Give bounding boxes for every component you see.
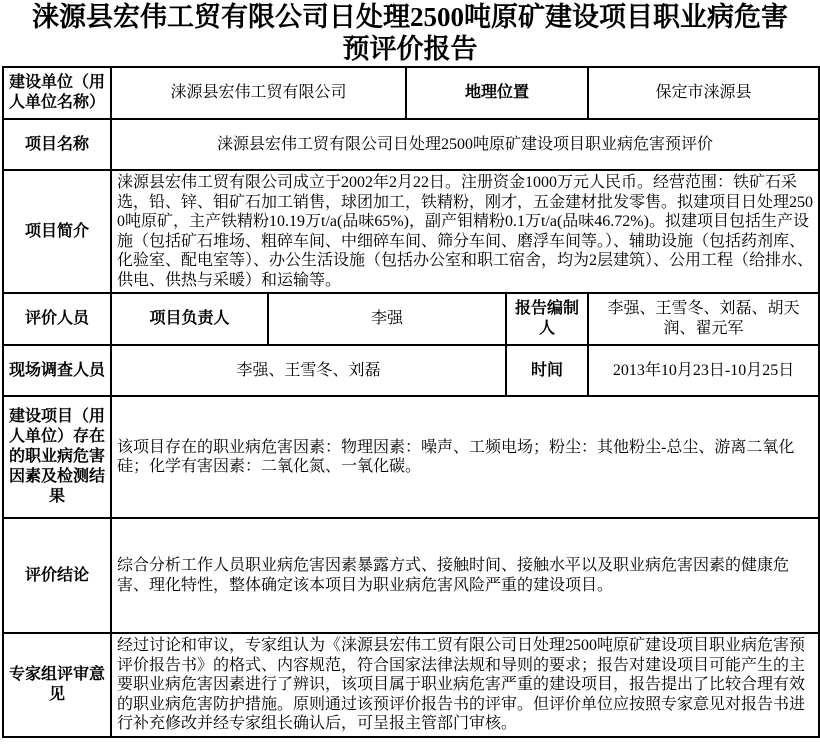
project-name-label: 项目名称 (3, 119, 111, 170)
hazards-label: 建设项目（用人单位）存在的职业病危害因素及检测结果 (3, 396, 111, 518)
time-label: 时间 (506, 345, 588, 396)
site-survey-label: 现场调查人员 (3, 345, 111, 396)
row-expert-review (3, 633, 819, 737)
report-compiler-value: 李强、王雪冬、刘磊、胡天润、翟元军 (588, 293, 819, 345)
document-title-line2: 预评价报告 (342, 34, 478, 64)
project-intro-value: 涞源县宏伟工贸有限公司成立于2002年2月22日。注册资金1000万元人民币。经营范围：铁矿石采选，铅、锌、钼矿石加工销售，球团加工，铁精粉，刚才，五金建材批发零售。拟建项目日处理2500吨原矿，主产铁精粉10.19万t/a(品味65%)，副产钼精粉0.1万t/a(品味46.72%)。拟建项目包括生产设施（包括矿石堆场、粗碎车间、中细碎车间、筛分车间、磨浮车间等。）、辅助设施（包括药剂库、化验室、配电室等）、办公生活设施（包括办公室和职工宿舍，均为2层建筑）、公用工程（给排水、供电、供热与采暖）和运输等。 (111, 170, 819, 293)
row-construction-unit (3, 67, 819, 119)
evaluators-label: 评价人员 (3, 293, 111, 345)
row-evaluators (3, 293, 819, 345)
report-table (2, 66, 820, 738)
row-project-intro (3, 170, 819, 293)
project-name-value: 涞源县宏伟工贸有限公司日处理2500吨原矿建设项目职业病危害预评价 (111, 119, 819, 170)
location-value: 保定市涞源县 (588, 67, 819, 119)
construction-unit-value: 涞源县宏伟工贸有限公司 (111, 67, 406, 119)
construction-unit-label: 建设单位（用人单位名称） (3, 67, 111, 119)
conclusion-value: 综合分析工作人员职业病危害因素暴露方式、接触时间、接触水平以及职业病危害因素的健康危害、理化特性，整体确定该本项目为职业病危害风险严重的建设项目。 (111, 518, 819, 633)
project-leader-label: 项目负责人 (111, 293, 268, 345)
expert-review-value: 经过讨论和审议，专家组认为《涞源县宏伟工贸有限公司日处理2500吨原矿建设项目职业病危害预评价报告书》的格式、内容规范，符合国家法律法规和导则的要求；报告对建设项目可能产生的主要职业病危害因素进行了辨识，该项目属于职业病危害严重的建设项目，报告提出了比较合理有效的职业病危害防护措施。原则通过该预评价报告书的评审。但评价单位应按照专家意见对报告书进行补充修改并经专家组长确认后，可呈报主管部门审核。 (111, 633, 819, 737)
project-leader-value: 李强 (268, 293, 506, 345)
expert-review-label: 专家组评审意见 (3, 633, 111, 737)
report-compiler-label: 报告编制人 (506, 293, 588, 345)
document-title-line1: 涞源县宏伟工贸有限公司日处理2500吨原矿建设项目职业病危害 (32, 2, 788, 32)
location-label: 地理位置 (406, 67, 588, 119)
project-intro-label: 项目简介 (3, 170, 111, 293)
site-survey-value: 李强、王雪冬、刘磊 (111, 345, 506, 396)
conclusion-label: 评价结论 (3, 518, 111, 633)
document-title (2, 0, 818, 65)
row-hazards (3, 396, 819, 518)
row-project-name (3, 119, 819, 170)
row-site-survey (3, 345, 819, 396)
time-value: 2013年10月23日-10月25日 (588, 345, 819, 396)
hazards-value: 该项目存在的职业病危害因素：物理因素：噪声、工频电场；粉尘：其他粉尘-总尘、游离二氧化硅；化学有害因素：二氧化氮、一氧化碳。 (111, 396, 819, 518)
row-conclusion (3, 518, 819, 633)
